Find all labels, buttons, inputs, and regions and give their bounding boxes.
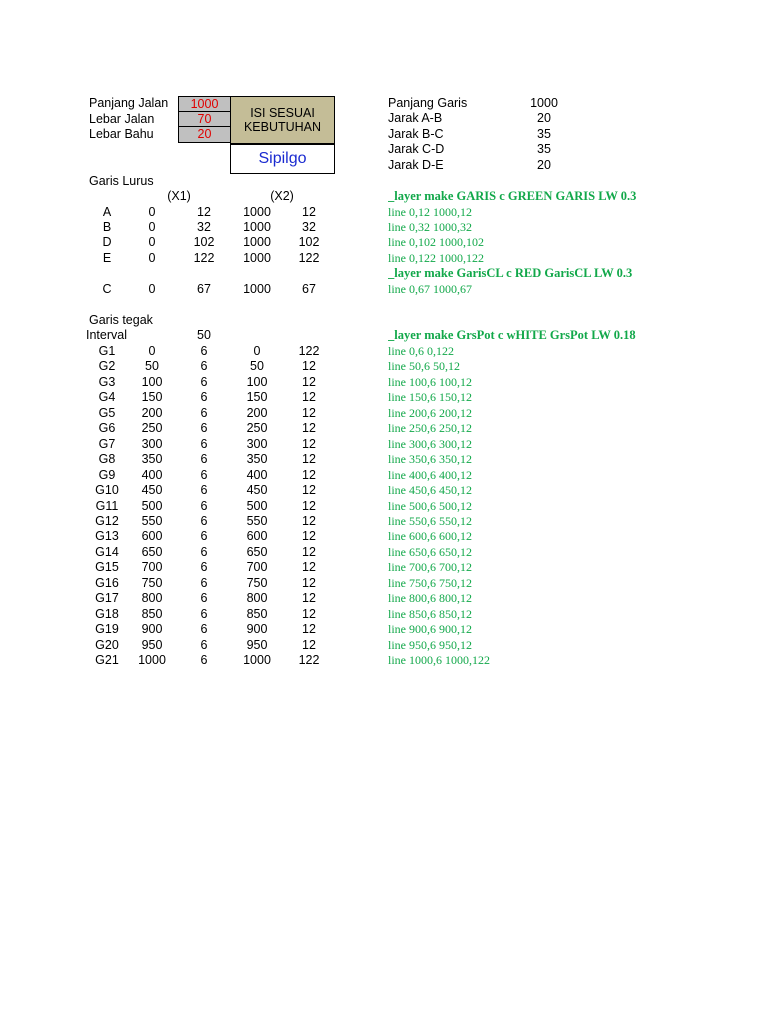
row-name: G13 xyxy=(95,529,119,544)
y2-value: 12 xyxy=(302,637,316,652)
section-title: Garis Lurus xyxy=(89,174,154,188)
line-command: line 800,6 800,12 xyxy=(388,591,472,606)
y2-value: 12 xyxy=(302,498,316,513)
parameter-value: 1000 xyxy=(530,96,558,110)
row-name: G21 xyxy=(95,653,119,667)
y1-value: 6 xyxy=(200,390,208,405)
x2-value: 1000 xyxy=(243,204,271,219)
line-command: line 550,6 550,12 xyxy=(388,513,472,528)
row-name: G7 xyxy=(98,436,116,451)
input-label: Lebar Bahu xyxy=(89,127,154,141)
x2-value: 850 xyxy=(246,606,268,621)
line-command: line 50,6 50,12 xyxy=(388,359,460,374)
parameter-label: Jarak D-E xyxy=(388,157,444,172)
x2-value: 650 xyxy=(246,544,268,559)
x2-value: 550 xyxy=(246,513,268,528)
y2-value: 122 xyxy=(298,344,320,358)
x2-value: 1000 xyxy=(243,653,271,667)
row-name: G3 xyxy=(98,374,116,389)
section-title: Garis tegak xyxy=(89,313,153,327)
x1-value: 800 xyxy=(141,591,163,606)
line-command: line 150,6 150,12 xyxy=(388,390,472,405)
x1-value: 250 xyxy=(141,421,163,436)
parameter-label: Jarak A-B xyxy=(388,111,443,126)
parameter-value: 35 xyxy=(537,142,551,157)
y2-value: 12 xyxy=(302,606,316,621)
y2-value: 12 xyxy=(302,421,316,436)
line-command: line 850,6 850,12 xyxy=(388,606,472,621)
panjang-jalan-input[interactable]: 1000 xyxy=(178,96,231,112)
y1-value: 6 xyxy=(200,513,208,528)
row-name: G19 xyxy=(95,622,119,637)
x2-value: 900 xyxy=(246,622,268,637)
x2-value: 250 xyxy=(246,421,268,436)
lebar-bahu-input[interactable]: 20 xyxy=(178,126,231,143)
line-command: line 0,12 1000,12 xyxy=(388,204,472,219)
x1-value: 900 xyxy=(141,622,163,637)
x1-value: 700 xyxy=(141,560,163,575)
x1-value: 50 xyxy=(145,359,159,374)
y1-value: 6 xyxy=(200,374,208,389)
y2-value: 32 xyxy=(302,219,316,234)
line-command: line 300,6 300,12 xyxy=(388,436,472,451)
y2-value: 12 xyxy=(302,359,316,374)
line-command: line 0,32 1000,32 xyxy=(388,219,472,234)
line-command: line 950,6 950,12 xyxy=(388,637,472,652)
row-name: E xyxy=(102,250,112,265)
x2-value: 800 xyxy=(246,591,268,606)
x1-value: 350 xyxy=(141,452,163,467)
row-name: B xyxy=(102,219,112,234)
row-name: G20 xyxy=(95,637,119,652)
x2-value: 450 xyxy=(246,483,268,498)
line-command: line 600,6 600,12 xyxy=(388,529,472,544)
y1-value: 6 xyxy=(200,529,208,544)
lebar-jalan-input[interactable]: 70 xyxy=(178,111,231,127)
y1-value: 6 xyxy=(200,421,208,436)
row-name: G6 xyxy=(98,421,116,436)
x2-value: 1000 xyxy=(243,235,271,250)
y2-value: 12 xyxy=(302,575,316,590)
y2-value: 12 xyxy=(302,204,316,219)
row-name: C xyxy=(102,282,112,296)
x1-value: 950 xyxy=(141,637,163,652)
line-command: line 0,122 1000,122 xyxy=(388,250,484,265)
y1-value: 6 xyxy=(200,544,208,559)
y2-value: 12 xyxy=(302,374,316,389)
row-name: G17 xyxy=(95,591,119,606)
y1-value: 6 xyxy=(200,653,208,667)
parameter-label: Panjang Garis xyxy=(388,96,468,110)
x1-value: 1000 xyxy=(138,653,166,667)
y1-value: 6 xyxy=(200,344,208,358)
y1-value: 6 xyxy=(200,359,208,374)
x2-value: 1000 xyxy=(243,282,271,296)
y2-value: 12 xyxy=(302,529,316,544)
row-name: G4 xyxy=(98,390,116,405)
row-name: D xyxy=(102,235,112,250)
y1-value: 12 xyxy=(197,204,211,219)
y1-value: 102 xyxy=(193,235,215,250)
row-name: G8 xyxy=(98,452,116,467)
line-command: line 350,6 350,12 xyxy=(388,452,472,467)
parameter-value: 20 xyxy=(537,157,551,172)
y2-value: 12 xyxy=(302,560,316,575)
x1-value: 150 xyxy=(141,390,163,405)
row-name: G1 xyxy=(98,344,116,358)
x1-value: 300 xyxy=(141,436,163,451)
interval-label: Interval xyxy=(86,328,127,342)
y1-value: 6 xyxy=(200,575,208,590)
line-command: line 1000,6 1000,122 xyxy=(388,653,490,667)
row-name: A xyxy=(102,204,112,219)
x1-value: 100 xyxy=(141,374,163,389)
parameter-label: Jarak B-C xyxy=(388,126,444,141)
y2-value: 12 xyxy=(302,467,316,482)
y2-value: 102 xyxy=(298,235,320,250)
x1-value: 400 xyxy=(141,467,163,482)
layer-command: _layer make GARIS c GREEN GARIS LW 0.3 xyxy=(388,189,637,203)
row-name: G18 xyxy=(95,606,119,621)
row-name: G11 xyxy=(95,498,119,513)
y1-value: 6 xyxy=(200,467,208,482)
instruction-line: KEBUTUHAN xyxy=(243,120,322,134)
y2-value: 12 xyxy=(302,390,316,405)
y1-value: 6 xyxy=(200,560,208,575)
row-name: G15 xyxy=(95,560,119,575)
row-name: G10 xyxy=(95,483,119,498)
line-command: line 750,6 750,12 xyxy=(388,575,472,590)
y2-value: 122 xyxy=(298,250,320,265)
line-command: line 200,6 200,12 xyxy=(388,405,472,420)
y2-value: 12 xyxy=(302,436,316,451)
y2-value: 12 xyxy=(302,405,316,420)
x2-value: 600 xyxy=(246,529,268,544)
x2-value: 0 xyxy=(253,344,261,358)
x2-value: 1000 xyxy=(243,219,271,234)
y2-value: 12 xyxy=(302,513,316,528)
line-command: line 900,6 900,12 xyxy=(388,622,472,637)
y1-value: 6 xyxy=(200,405,208,420)
layer-command: _layer make GrsPot c wHITE GrsPot LW 0.18 xyxy=(388,328,636,342)
x1-value: 500 xyxy=(141,498,163,513)
x2-value: 150 xyxy=(246,390,268,405)
x2-value: 100 xyxy=(246,374,268,389)
x1-value: 600 xyxy=(141,529,163,544)
row-name: G12 xyxy=(95,513,119,528)
line-command: line 250,6 250,12 xyxy=(388,421,472,436)
x1-value: 0 xyxy=(148,219,156,234)
x1-value: 450 xyxy=(141,483,163,498)
x2-value: 700 xyxy=(246,560,268,575)
x2-value: 750 xyxy=(246,575,268,590)
x2-value: 350 xyxy=(246,452,268,467)
x1-value: 650 xyxy=(141,544,163,559)
x2-value: 50 xyxy=(250,359,264,374)
parameter-value: 20 xyxy=(537,111,551,126)
y2-value: 12 xyxy=(302,544,316,559)
y1-value: 6 xyxy=(200,452,208,467)
line-command: line 100,6 100,12 xyxy=(388,374,472,389)
line-command: line 400,6 400,12 xyxy=(388,467,472,482)
x2-value: 200 xyxy=(246,405,268,420)
parameter-label: Jarak C-D xyxy=(388,142,445,157)
parameter-value: 35 xyxy=(537,126,551,141)
y1-value: 6 xyxy=(200,483,208,498)
interval-value: 50 xyxy=(197,328,211,342)
input-label: Panjang Jalan xyxy=(89,96,169,110)
row-name: G14 xyxy=(95,544,119,559)
y2-value: 12 xyxy=(302,591,316,606)
x2-value: 950 xyxy=(246,637,268,652)
x1-value: 200 xyxy=(141,405,163,420)
line-command: line 650,6 650,12 xyxy=(388,544,472,559)
y1-value: 6 xyxy=(200,637,208,652)
y1-value: 122 xyxy=(193,250,215,265)
y1-value: 6 xyxy=(200,436,208,451)
x1-value: 0 xyxy=(148,235,156,250)
column-header-x2: (X2) xyxy=(270,189,294,203)
input-label: Lebar Jalan xyxy=(89,112,155,126)
x2-value: 400 xyxy=(246,467,268,482)
instruction-box xyxy=(230,96,335,144)
x1-value: 0 xyxy=(148,282,156,296)
x1-value: 0 xyxy=(148,344,156,358)
line-command: line 700,6 700,12 xyxy=(388,560,472,575)
column-header-x1: (X1) xyxy=(167,189,191,203)
y1-value: 6 xyxy=(200,622,208,637)
y1-value: 6 xyxy=(200,591,208,606)
layer-command: _layer make GarisCL c RED GarisCL LW 0.3 xyxy=(388,266,633,280)
x1-value: 550 xyxy=(141,513,163,528)
line-command: line 0,102 1000,102 xyxy=(388,235,484,250)
line-command: line 450,6 450,12 xyxy=(388,483,472,498)
instruction-line: ISI SESUAI xyxy=(250,106,315,120)
y1-value: 6 xyxy=(200,498,208,513)
row-name: G9 xyxy=(98,467,116,482)
y2-value: 12 xyxy=(302,483,316,498)
x1-value: 750 xyxy=(141,575,163,590)
brand-label: Sipilgo xyxy=(230,144,335,174)
y2-value: 122 xyxy=(298,653,320,667)
x1-value: 0 xyxy=(148,204,156,219)
row-name: G16 xyxy=(95,575,119,590)
row-name: G2 xyxy=(98,359,116,374)
y2-value: 12 xyxy=(302,622,316,637)
x1-value: 850 xyxy=(141,606,163,621)
y2-value: 67 xyxy=(302,282,316,296)
line-command: line 0,6 0,122 xyxy=(388,344,454,358)
line-command: line 500,6 500,12 xyxy=(388,498,472,513)
x2-value: 300 xyxy=(246,436,268,451)
row-name: G5 xyxy=(98,405,116,420)
x2-value: 1000 xyxy=(243,250,271,265)
x2-value: 500 xyxy=(246,498,268,513)
x1-value: 0 xyxy=(148,250,156,265)
line-command: line 0,67 1000,67 xyxy=(388,282,472,296)
y1-value: 32 xyxy=(197,219,211,234)
y1-value: 67 xyxy=(197,282,211,296)
y2-value: 12 xyxy=(302,452,316,467)
y1-value: 6 xyxy=(200,606,208,621)
